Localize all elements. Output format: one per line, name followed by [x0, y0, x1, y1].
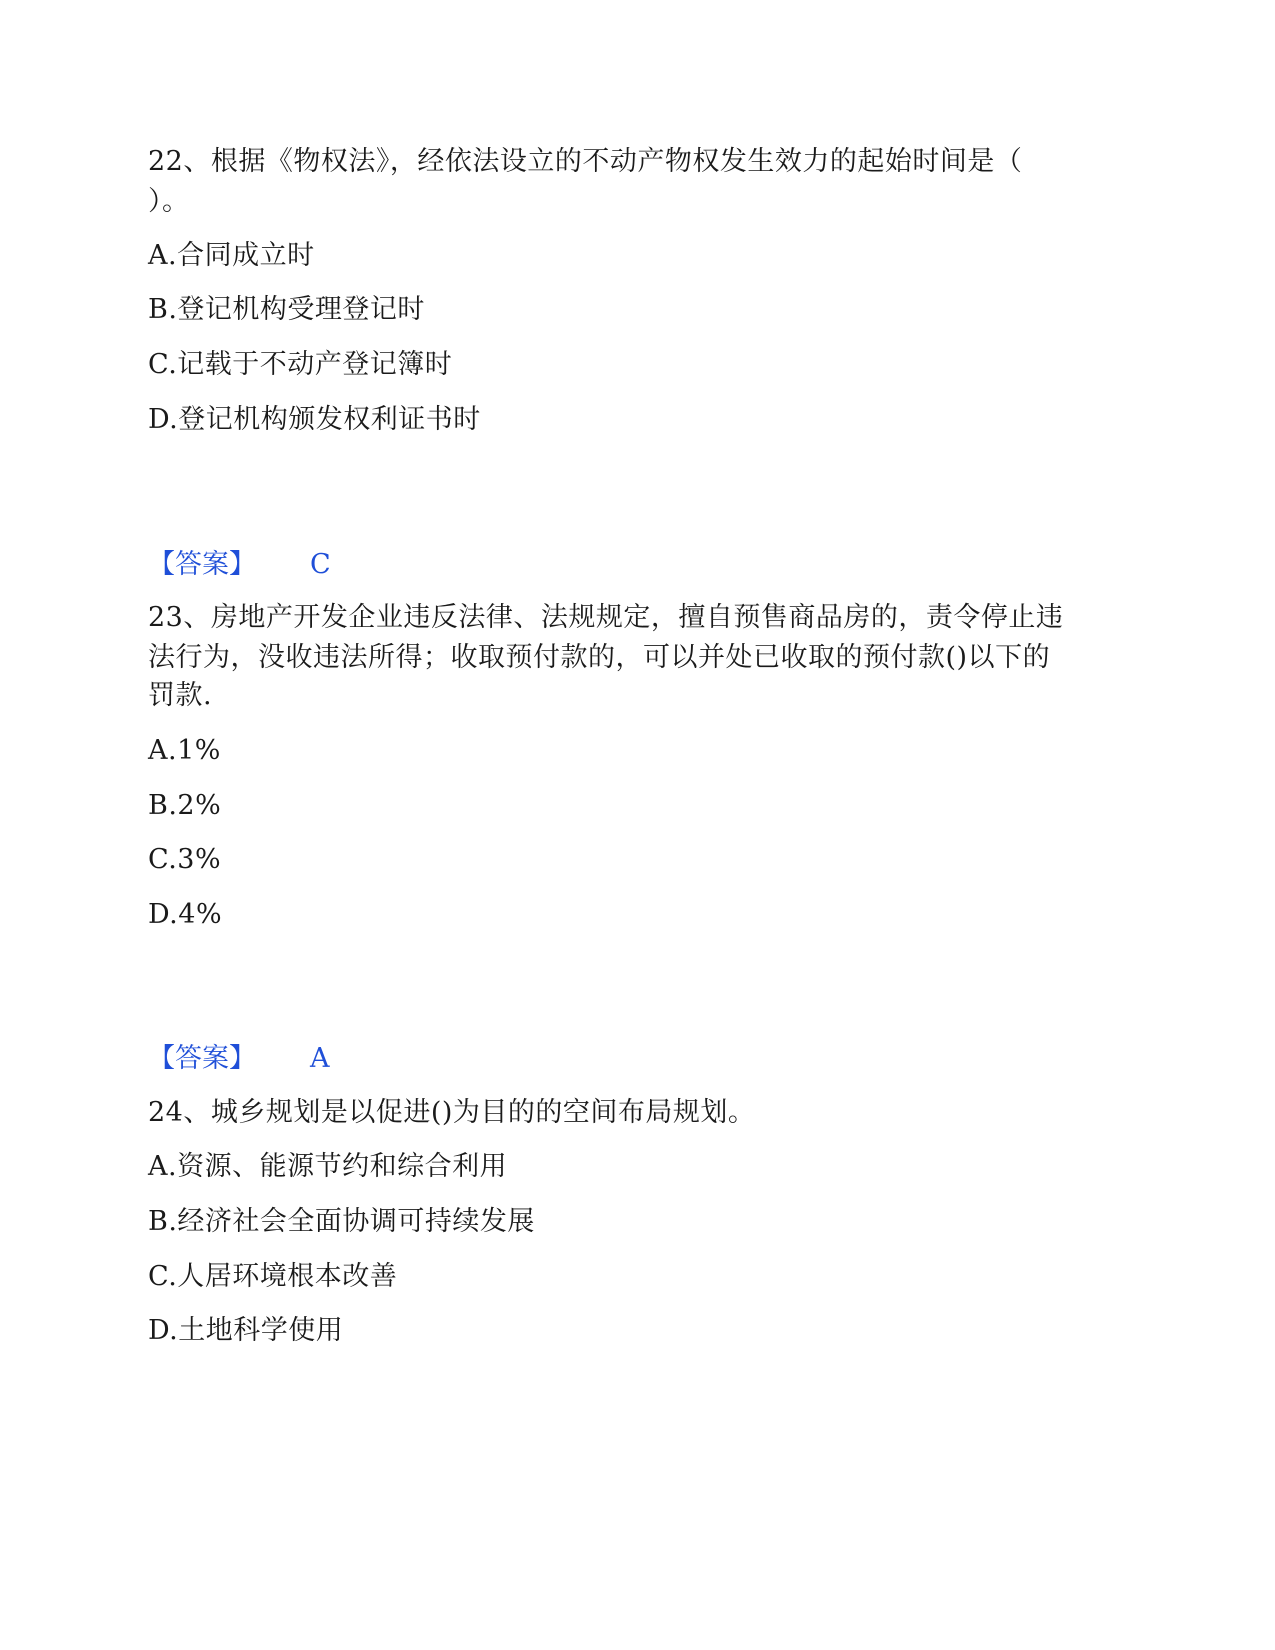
question-24-option-c: C.人居环境根本改善 [148, 1261, 398, 1292]
question-23-option-c: C.3% [148, 844, 222, 875]
question-22-stem-line-1: 22、根据《物权法》，经依法设立的不动产物权发生效力的起始时间是（ [148, 146, 1023, 177]
question-22-option-c: C.记载于不动产登记簿时 [148, 349, 453, 380]
question-23-stem-line-2: 法行为，没收违法所得；收取预付款的，可以并处已收取的预付款()以下的 [148, 642, 1051, 673]
question-24-option-a: A.资源、能源节约和综合利用 [148, 1151, 508, 1182]
question-22-answer [148, 545, 331, 585]
answer-value: C [310, 549, 331, 580]
question-22-option-b: B.登记机构受理登记时 [148, 294, 425, 325]
question-22-option-a: A.合同成立时 [148, 240, 315, 271]
question-24-stem-line-1: 24、城乡规划是以促进()为目的的空间布局规划。 [148, 1097, 756, 1128]
question-24-option-b: B.经济社会全面协调可持续发展 [148, 1206, 535, 1237]
answer-label: 【答案】 [148, 549, 256, 580]
question-23-option-d: D.4% [148, 899, 223, 930]
question-24-option-d: D.土地科学使用 [148, 1315, 344, 1346]
question-23-stem-line-3: 罚款. [148, 680, 213, 711]
question-23-answer [148, 1039, 330, 1079]
question-23-option-a: A.1% [148, 735, 221, 766]
question-23-stem-line-1: 23、房地产开发企业违反法律、法规规定，擅自预售商品房的，责令停止违 [148, 602, 1064, 633]
question-22-option-d: D.登记机构颁发权利证书时 [148, 404, 481, 435]
answer-value: A [310, 1043, 330, 1074]
question-22-stem-line-2: ）。 [148, 186, 190, 217]
question-23-option-b: B.2% [148, 790, 222, 821]
answer-label: 【答案】 [148, 1043, 256, 1074]
